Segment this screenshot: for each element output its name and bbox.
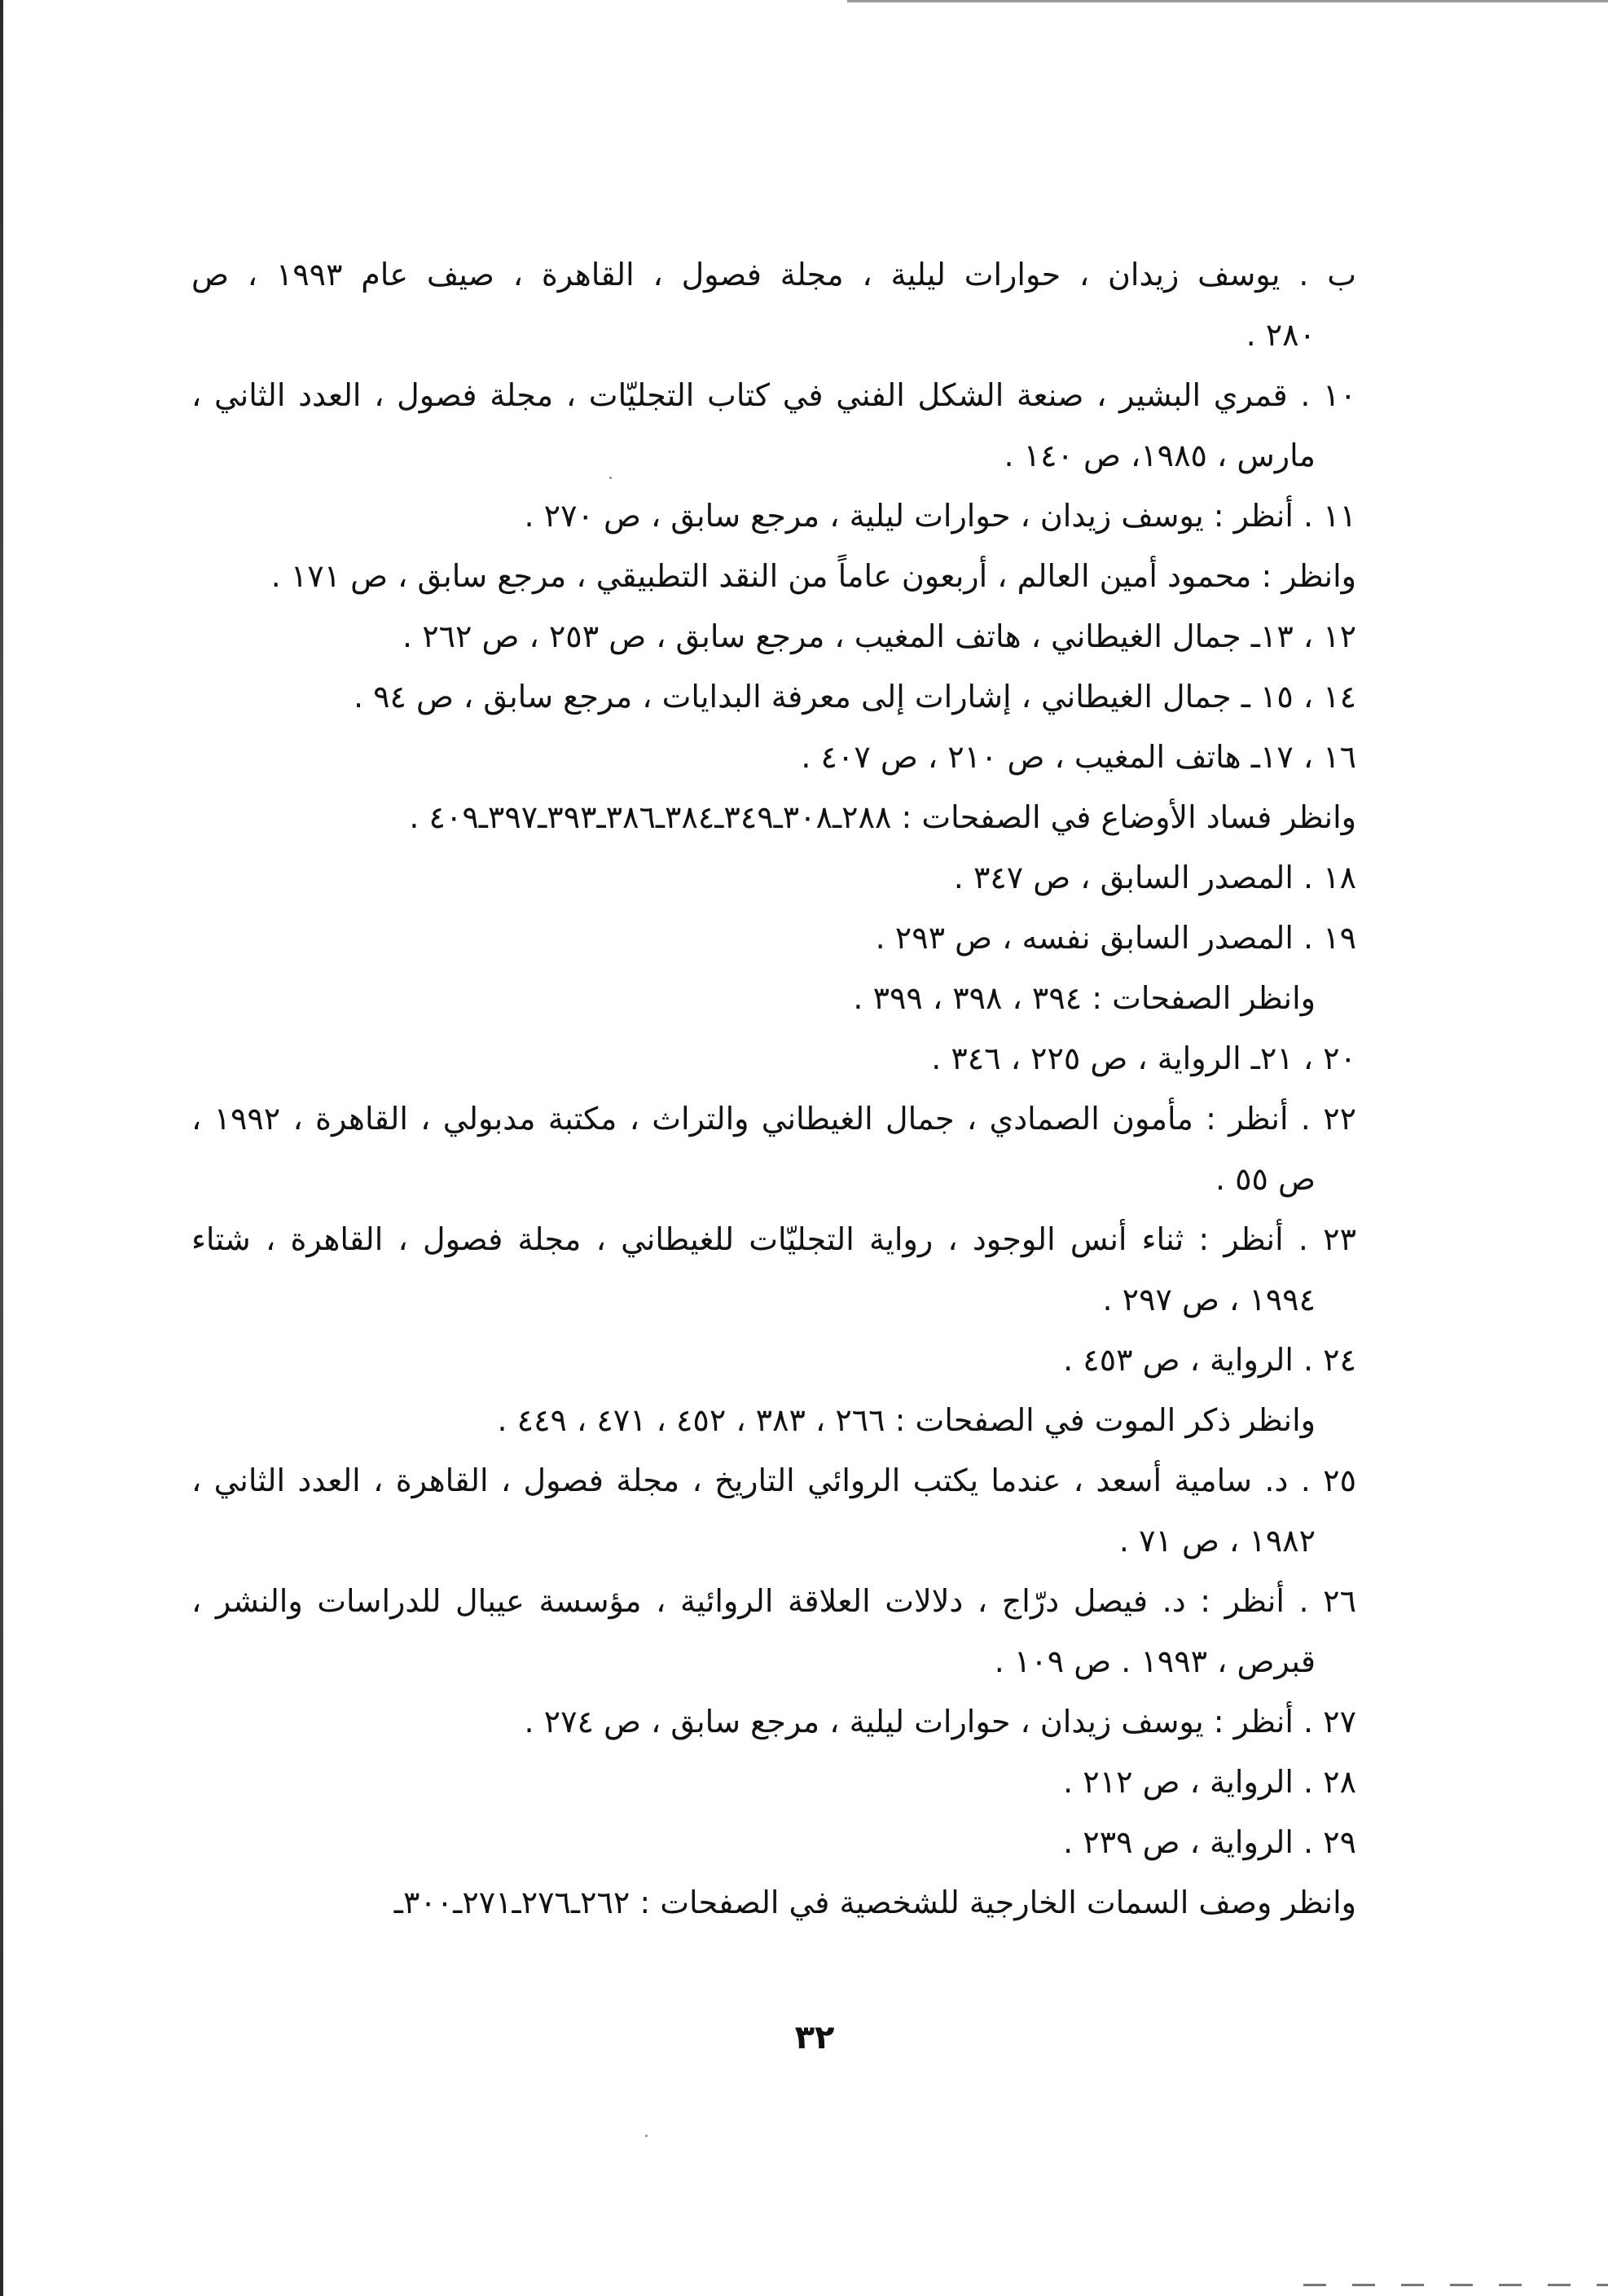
scan-edge-bottom xyxy=(1303,2284,1608,2286)
endnote-line: ١٩٩٤ ، ص ٢٩٧ . xyxy=(1102,1282,1316,1317)
endnote-line: ٢٩ . الرواية ، ص ٢٣٩ . xyxy=(1063,1824,1356,1860)
endnote-line: وانظر الصفحات : ٣٩٤ ، ٣٩٨ ، ٣٩٩ . xyxy=(853,980,1316,1016)
scan-edge-left xyxy=(0,0,3,2296)
endnote-line: ٢٨ . الرواية ، ص ٢١٢ . xyxy=(1063,1764,1356,1800)
endnote-line: ٢٢ . أنظر : مأمون الصمادي ، جمال الغيطاني والتراث ، مكتبة مدبولي ، القاهرة ، ١٩٩٢ ، xyxy=(191,1101,1356,1137)
endnote-line: قبرص ، ١٩٩٣ . ص ١٠٩ . xyxy=(994,1643,1316,1679)
endnote-line: ٢٤ . الرواية ، ص ٤٥٣ . xyxy=(1063,1342,1356,1378)
scan-edge-top xyxy=(847,0,1608,2)
endnote-line: ٢٧ . أنظر : يوسف زيدان ، حوارات ليلية ، مرجع سابق ، ص ٢٧٤ . xyxy=(524,1704,1356,1740)
endnote-line: ب . يوسف زيدان ، حوارات ليلية ، مجلة فصول ، القاهرة ، صيف عام ١٩٩٣ ، ص xyxy=(191,257,1356,292)
endnote-line: ١٤ ، ١٥ ـ جمال الغيطاني ، إشارات إلى معرفة البدايات ، مرجع سابق ، ص ٩٤ . xyxy=(353,679,1356,715)
endnote-line: ١٩ . المصدر السابق نفسه ، ص ٢٩٣ . xyxy=(875,920,1356,956)
endnote-line: ١١ . أنظر : يوسف زيدان ، حوارات ليلية ، مرجع سابق ، ص ٢٧٠ . xyxy=(524,498,1356,534)
endnote-line: ٢٦ . أنظر : د. فيصل درّاج ، دلالات العلاقة الروائية ، مؤسسة عيبال للدراسات والنشر ، xyxy=(191,1583,1356,1619)
endnote-line: وانظر وصف السمات الخارجية للشخصية في الصفحات : ٢٦٢ـ٢٧٦ـ٢٧١ـ٣٠٠ـ xyxy=(393,1885,1356,1920)
endnote-line: ١٦ ، ١٧ـ هاتف المغيب ، ص ٢١٠ ، ص ٤٠٧ . xyxy=(801,739,1356,775)
endnotes-block xyxy=(191,244,1356,1933)
endnote-line: ص ٥٥ . xyxy=(1215,1161,1316,1197)
endnote-line: ٢٨٠ . xyxy=(1246,317,1316,353)
endnote-line: ٢٥ . د. سامية أسعد ، عندما يكتب الروائي التاريخ ، مجلة فصول ، القاهرة ، العدد الثاني ، xyxy=(191,1462,1356,1498)
endnote-line: وانظر : محمود أمين العالم ، أربعون عاماً من النقد التطبيقي ، مرجع سابق ، ص ١٧١ . xyxy=(270,558,1356,594)
endnote-line: مارس ، ١٩٨٥، ص ١٤٠ . xyxy=(1004,438,1316,473)
endnote-line: ١٩٨٢ ، ص ٧١ . xyxy=(1118,1523,1316,1559)
endnote-line: ١٢ ، ١٣ـ جمال الغيطاني ، هاتف المغيب ، مرجع سابق ، ص ٢٥٣ ، ص ٢٦٢ . xyxy=(402,618,1356,654)
endnote-line: ٢٠ ، ٢١ـ الرواية ، ص ٢٢٥ ، ٣٤٦ . xyxy=(931,1040,1356,1076)
page-number: ٣٢ xyxy=(794,2019,835,2056)
endnote-line: ١٠ . قمري البشير ، صنعة الشكل الفني في كتاب التجليّات ، مجلة فصول ، العدد الثاني ، xyxy=(191,377,1356,413)
endnote-line: ١٨ . المصدر السابق ، ص ٣٤٧ . xyxy=(953,860,1356,895)
endnote-line: وانظر فساد الأوضاع في الصفحات : ٢٨٨ـ٣٠٨ـ٣٤٩ـ٣٨٤ـ٣٨٦ـ٣٩٣ـ٣٩٧ـ٤٠٩ . xyxy=(409,799,1356,835)
scan-speck xyxy=(645,2135,648,2137)
endnote-line: ٢٣ . أنظر : ثناء أنس الوجود ، رواية التجليّات للغيطاني ، مجلة فصول ، القاهرة ، شتاء xyxy=(191,1221,1356,1257)
endnote-line: وانظر ذكر الموت في الصفحات : ٢٦٦ ، ٣٨٣ ، ٤٥٢ ، ٤٧١ ، ٤٤٩ . xyxy=(497,1402,1316,1438)
